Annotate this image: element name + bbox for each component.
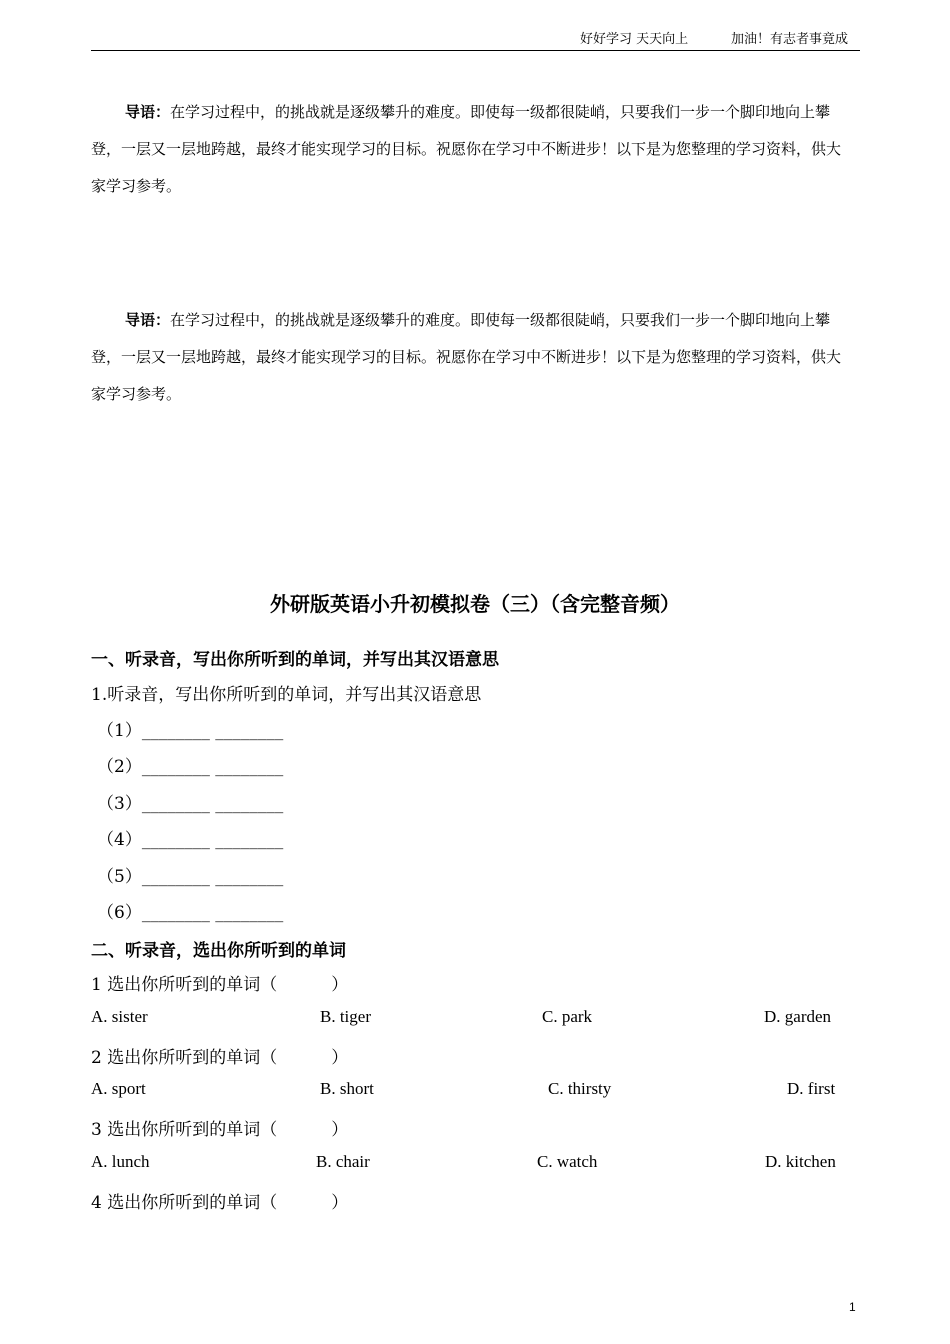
answer-line: （3）________ ________ bbox=[97, 794, 284, 814]
option-a: A. sister bbox=[91, 1007, 148, 1026]
option-b: B. tiger bbox=[320, 1007, 371, 1026]
answer-line: （2）________ ________ bbox=[97, 757, 284, 777]
option-c: C. park bbox=[542, 1007, 593, 1026]
intro-paragraph-2 bbox=[91, 302, 846, 413]
option-c: C. watch bbox=[537, 1152, 598, 1171]
section1-heading: 一、听录音，写出你所听到的单词，并写出其汉语意思 bbox=[91, 650, 499, 670]
intro-label: 导语： bbox=[125, 311, 171, 329]
intro-text: 在学习过程中，的挑战就是逐级攀升的难度。即使每一级都很陡峭，只要我们一步一个脚印地向上攀登，一层又一层地跨越，最终才能实现学习的目标。祝愿你在学习中不断进步！以下是为您整理的学习资料，供大家学习参考。 bbox=[91, 311, 842, 403]
option-a: A. lunch bbox=[91, 1152, 150, 1171]
section2-heading: 二、听录音，选出你所听到的单词 bbox=[91, 941, 346, 961]
intro-label: 导语： bbox=[125, 103, 171, 121]
option-a: A. sport bbox=[91, 1079, 146, 1098]
option-b: B. chair bbox=[316, 1152, 370, 1171]
option-d: D. kitchen bbox=[765, 1152, 836, 1171]
section1-instruction: 1.听录音，写出你所听到的单词，并写出其汉语意思 bbox=[91, 685, 482, 705]
page-header bbox=[91, 32, 860, 51]
option-b: B. short bbox=[320, 1079, 374, 1098]
page-number: 1 bbox=[849, 1300, 856, 1314]
question-prompt: 2 选出你所听到的单词（ ） bbox=[91, 1048, 349, 1068]
document-title: 外研版英语小升初模拟卷（三）（含完整音频） bbox=[270, 592, 680, 616]
question-prompt: 3 选出你所听到的单词（ ） bbox=[91, 1120, 349, 1140]
question-prompt: 1 选出你所听到的单词（ ） bbox=[91, 975, 349, 995]
answer-line: （5）________ ________ bbox=[97, 867, 284, 887]
answer-line: （4）________ ________ bbox=[97, 830, 284, 850]
option-d: D. first bbox=[787, 1079, 836, 1098]
option-d: D. garden bbox=[764, 1007, 832, 1026]
question-prompt: 4 选出你所听到的单词（ ） bbox=[91, 1193, 349, 1213]
answer-line: （6）________ ________ bbox=[97, 903, 284, 923]
header-right-text: 加油！有志者事竟成 bbox=[731, 32, 849, 47]
header-left-text: 好好学习 天天向上 bbox=[580, 32, 689, 47]
intro-text: 在学习过程中，的挑战就是逐级攀升的难度。即使每一级都很陡峭，只要我们一步一个脚印地向上攀登，一层又一层地跨越，最终才能实现学习的目标。祝愿你在学习中不断进步！以下是为您整理的学习资料，供大家学习参考。 bbox=[91, 103, 842, 195]
option-c: C. thirsty bbox=[548, 1079, 612, 1098]
intro-paragraph-1 bbox=[91, 94, 846, 205]
answer-line: （1）________ ________ bbox=[97, 721, 284, 741]
